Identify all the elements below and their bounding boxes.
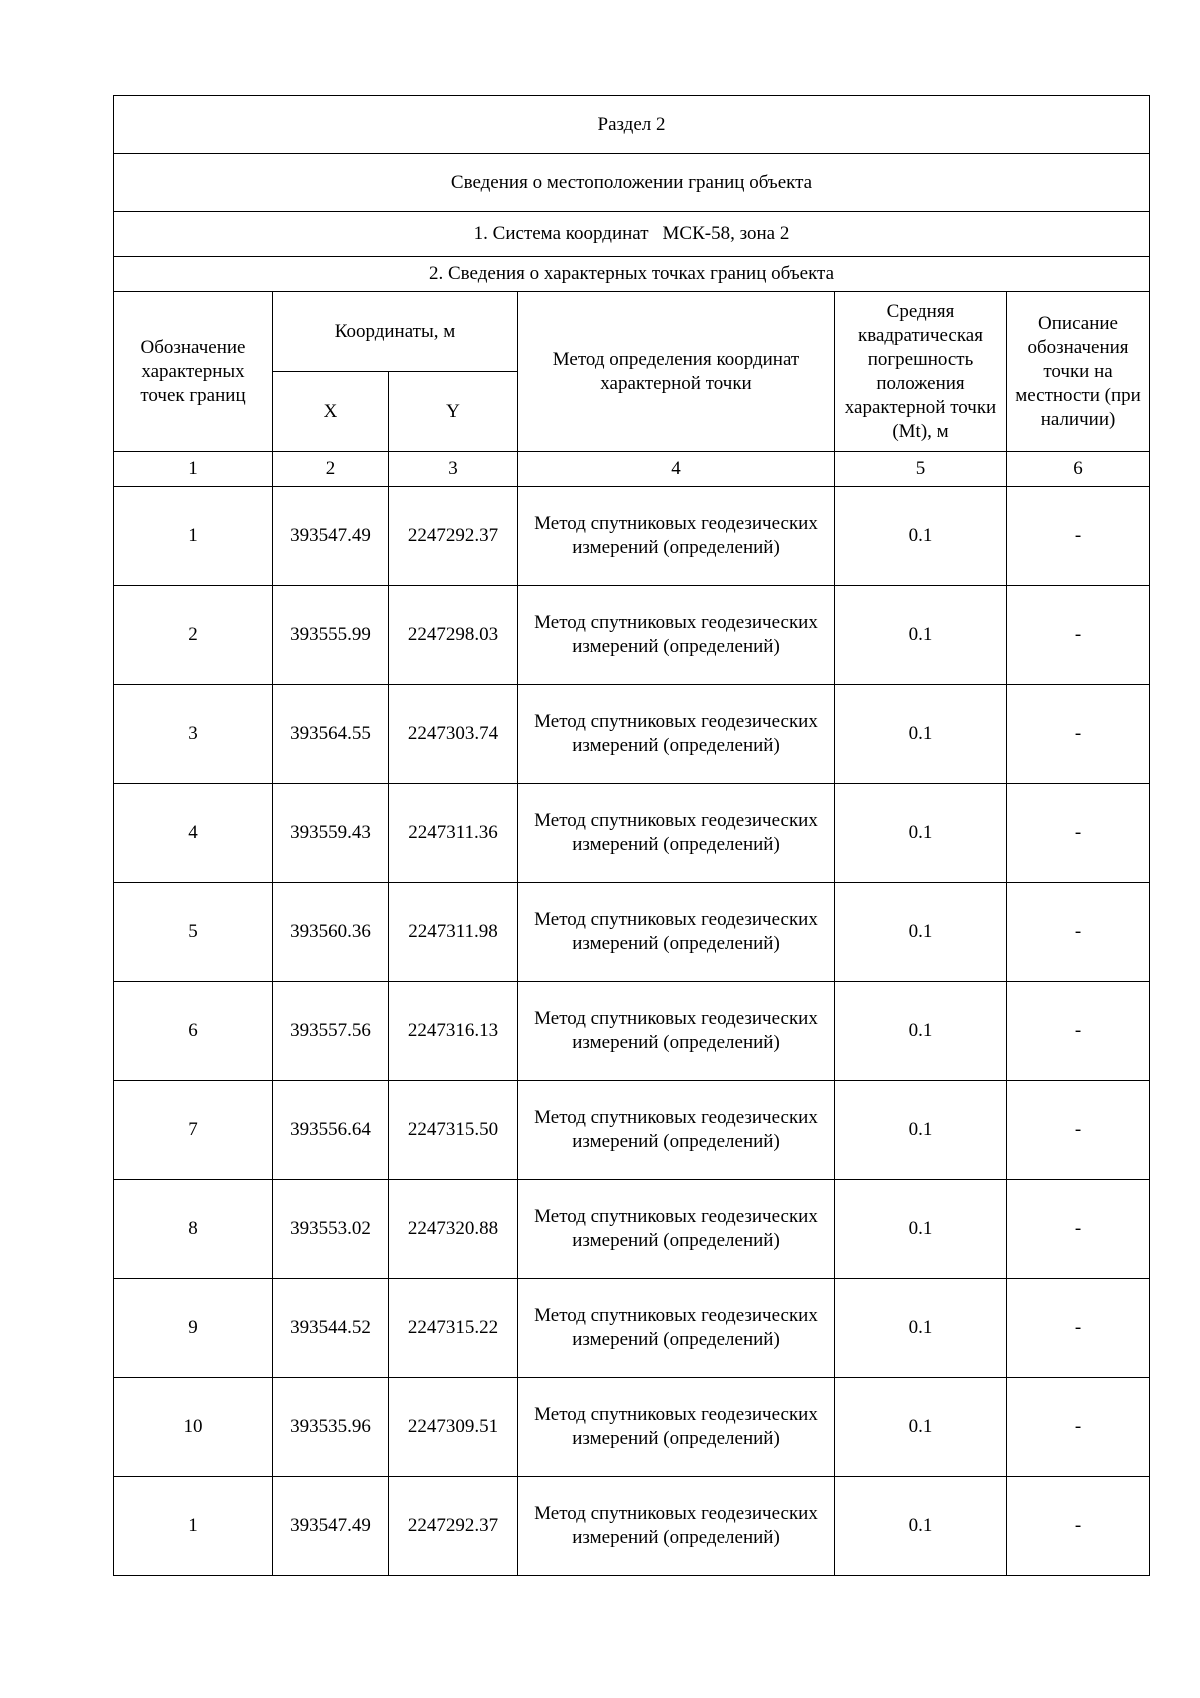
cell-point: 7 <box>114 1081 273 1180</box>
cell-point: 8 <box>114 1180 273 1279</box>
cell-desc: - <box>1007 1081 1150 1180</box>
section-title: Раздел 2 <box>114 96 1150 154</box>
cell-x: 393544.52 <box>273 1279 389 1378</box>
cell-point: 1 <box>114 1477 273 1576</box>
cell-desc: - <box>1007 1477 1150 1576</box>
cell-method: Метод спутниковых геодезических измерений (определений) <box>518 1180 835 1279</box>
cell-desc: - <box>1007 1378 1150 1477</box>
cell-y: 2247298.03 <box>389 586 518 685</box>
header-coords: Координаты, м <box>273 292 518 372</box>
coordinate-system-cell <box>114 212 1150 257</box>
cell-point: 4 <box>114 784 273 883</box>
column-number: 2 <box>273 452 389 487</box>
column-number: 1 <box>114 452 273 487</box>
cell-y: 2247303.74 <box>389 685 518 784</box>
cell-y: 2247292.37 <box>389 487 518 586</box>
header-point: Обозначение характерных точек границ <box>114 292 273 452</box>
cell-desc: - <box>1007 586 1150 685</box>
cell-mt: 0.1 <box>835 487 1007 586</box>
cell-x: 393559.43 <box>273 784 389 883</box>
cell-y: 2247292.37 <box>389 1477 518 1576</box>
header-x: X <box>273 372 389 452</box>
cell-point: 6 <box>114 982 273 1081</box>
cell-y: 2247311.36 <box>389 784 518 883</box>
cell-mt: 0.1 <box>835 1279 1007 1378</box>
cell-mt: 0.1 <box>835 883 1007 982</box>
cell-mt: 0.1 <box>835 1378 1007 1477</box>
cell-point: 10 <box>114 1378 273 1477</box>
table-row <box>114 1180 1150 1279</box>
table-row <box>114 1378 1150 1477</box>
table-row <box>114 1477 1150 1576</box>
column-number: 5 <box>835 452 1007 487</box>
points-caption-row <box>114 257 1150 292</box>
table-row <box>114 982 1150 1081</box>
cell-desc: - <box>1007 487 1150 586</box>
table-row <box>114 1279 1150 1378</box>
cell-x: 393547.49 <box>273 1477 389 1576</box>
cell-x: 393555.99 <box>273 586 389 685</box>
cell-x: 393547.49 <box>273 487 389 586</box>
coordinate-system-row <box>114 212 1150 257</box>
cell-x: 393556.64 <box>273 1081 389 1180</box>
section-row <box>114 96 1150 154</box>
cell-desc: - <box>1007 685 1150 784</box>
table-row <box>114 586 1150 685</box>
cell-desc: - <box>1007 1279 1150 1378</box>
table-row <box>114 685 1150 784</box>
cell-point: 3 <box>114 685 273 784</box>
cell-mt: 0.1 <box>835 982 1007 1081</box>
cell-y: 2247316.13 <box>389 982 518 1081</box>
cell-method: Метод спутниковых геодезических измерений (определений) <box>518 685 835 784</box>
cell-x: 393557.56 <box>273 982 389 1081</box>
cell-method: Метод спутниковых геодезических измерений (определений) <box>518 1477 835 1576</box>
header-y: Y <box>389 372 518 452</box>
cell-desc: - <box>1007 982 1150 1081</box>
cell-x: 393560.36 <box>273 883 389 982</box>
cell-method: Метод спутниковых геодезических измерений (определений) <box>518 982 835 1081</box>
cell-x: 393564.55 <box>273 685 389 784</box>
cell-method: Метод спутниковых геодезических измерений (определений) <box>518 1081 835 1180</box>
cell-method: Метод спутниковых геодезических измерений (определений) <box>518 487 835 586</box>
points-caption: 2. Сведения о характерных точках границ объекта <box>114 257 1150 292</box>
cell-mt: 0.1 <box>835 685 1007 784</box>
table-row <box>114 883 1150 982</box>
cell-mt: 0.1 <box>835 784 1007 883</box>
header-method: Метод определения координат характерной точки <box>518 292 835 452</box>
cell-y: 2247315.50 <box>389 1081 518 1180</box>
cell-method: Метод спутниковых геодезических измерений (определений) <box>518 586 835 685</box>
column-number: 3 <box>389 452 518 487</box>
header-description: Описание обозначения точки на местности (при наличии) <box>1007 292 1150 452</box>
section-subtitle: Сведения о местоположении границ объекта <box>114 154 1150 212</box>
cell-method: Метод спутниковых геодезических измерений (определений) <box>518 1279 835 1378</box>
header-accuracy: Средняя квадратическая погрешность положения характерной точки (Mt), м <box>835 292 1007 452</box>
coordinate-system-value: МСК-58, зона 2 <box>662 223 790 244</box>
column-number: 6 <box>1007 452 1150 487</box>
cell-desc: - <box>1007 784 1150 883</box>
column-number: 4 <box>518 452 835 487</box>
table-row <box>114 487 1150 586</box>
header-row <box>114 292 1150 372</box>
cell-mt: 0.1 <box>835 586 1007 685</box>
cell-mt: 0.1 <box>835 1180 1007 1279</box>
cell-y: 2247309.51 <box>389 1378 518 1477</box>
column-numbers-row <box>114 452 1150 487</box>
coordinate-system-label: 1. Система координат <box>473 223 649 244</box>
cell-desc: - <box>1007 1180 1150 1279</box>
cell-y: 2247315.22 <box>389 1279 518 1378</box>
cell-mt: 0.1 <box>835 1081 1007 1180</box>
table-row <box>114 784 1150 883</box>
cell-y: 2247320.88 <box>389 1180 518 1279</box>
cell-desc: - <box>1007 883 1150 982</box>
cell-point: 9 <box>114 1279 273 1378</box>
cell-x: 393535.96 <box>273 1378 389 1477</box>
cell-method: Метод спутниковых геодезических измерений (определений) <box>518 1378 835 1477</box>
cell-point: 1 <box>114 487 273 586</box>
cell-y: 2247311.98 <box>389 883 518 982</box>
cell-method: Метод спутниковых геодезических измерений (определений) <box>518 883 835 982</box>
cell-method: Метод спутниковых геодезических измерений (определений) <box>518 784 835 883</box>
cell-point: 5 <box>114 883 273 982</box>
cell-mt: 0.1 <box>835 1477 1007 1576</box>
boundary-points-table <box>113 95 1150 1576</box>
table-row <box>114 1081 1150 1180</box>
cell-point: 2 <box>114 586 273 685</box>
subtitle-row <box>114 154 1150 212</box>
cell-x: 393553.02 <box>273 1180 389 1279</box>
